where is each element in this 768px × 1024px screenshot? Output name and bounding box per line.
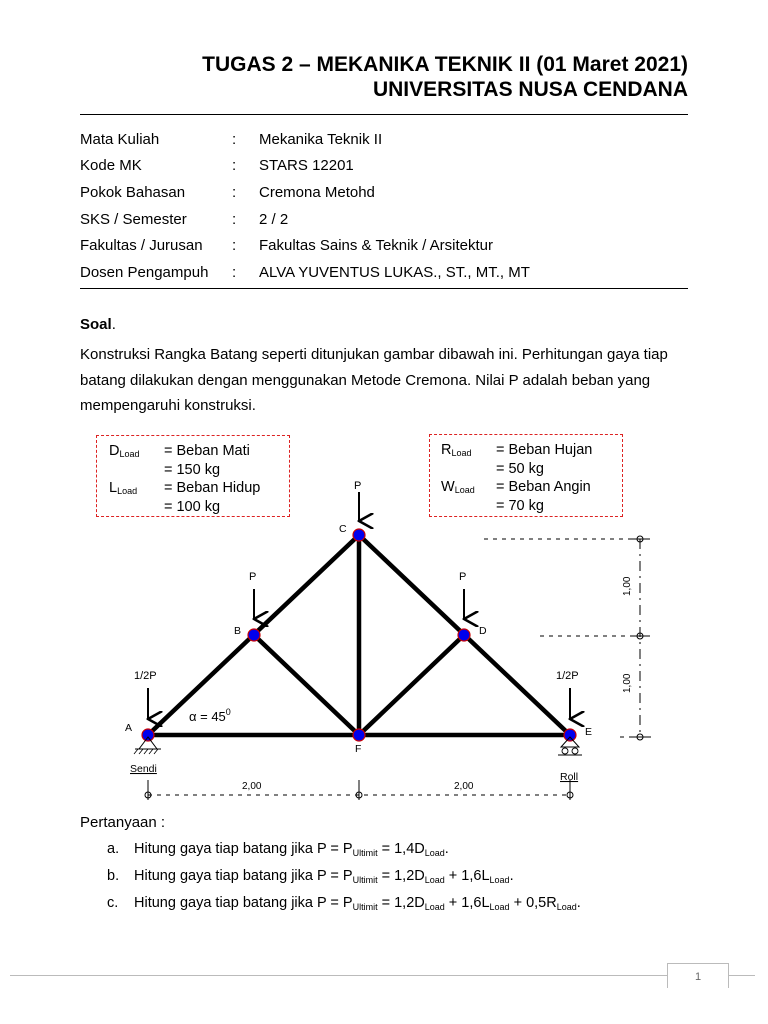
header-rule-bottom [80, 288, 688, 289]
load-legend-right [429, 434, 623, 517]
question-number: b. [107, 868, 120, 884]
load-label-a: 1/2P [134, 670, 157, 682]
info-colon: : [232, 183, 237, 201]
load-label-c: P [354, 480, 362, 492]
dead-load-symbol: D [109, 443, 120, 459]
info-value: STARS 12201 [259, 157, 354, 175]
info-value: Mekanika Teknik II [259, 130, 383, 148]
live-load-sub: Load [117, 486, 138, 496]
load-label-b: P [249, 571, 257, 583]
angle-label [189, 707, 231, 724]
node-a [142, 729, 154, 741]
rain-load-sub: Load [451, 448, 472, 458]
label-a: A [125, 722, 133, 734]
live-load-label: = Beban Hidup [164, 480, 261, 496]
question-text: Hitung gaya tiap batang jika $P = P_{Ultimit} = 1,2D_{Load} + 1,6L_{Load} + 0,5R_{Load}$. [134, 895, 581, 912]
info-row [80, 259, 688, 286]
questions-heading: Pertanyaan : [80, 814, 166, 831]
university-name: UNIVERSITAS NUSA CENDANA [372, 78, 688, 101]
question-item [107, 895, 581, 911]
info-row [80, 126, 688, 153]
node-e [564, 729, 576, 741]
info-key: Dosen Pengampuh [80, 263, 209, 281]
info-colon: : [232, 157, 237, 175]
label-e: E [585, 726, 593, 738]
load-legend-left [96, 435, 290, 517]
support-right-label: Roll [560, 771, 579, 783]
dim-upper-label: 1,00 [622, 576, 633, 596]
question-item [107, 841, 449, 857]
dead-load-sub: Load [119, 449, 140, 459]
info-colon: : [232, 237, 237, 255]
info-colon: : [232, 210, 237, 228]
live-load-symbol: L [109, 480, 118, 496]
info-row [80, 206, 688, 233]
node-f [353, 729, 365, 741]
member-b-f [254, 635, 359, 735]
course-info-table [80, 126, 688, 286]
question-number: a. [107, 841, 120, 857]
wind-load-sub: Load [454, 485, 475, 495]
info-value: Cremona Metohd [259, 183, 375, 201]
info-key: SKS / Semester [80, 210, 187, 228]
truss-members [148, 535, 570, 735]
soal-heading-text: Soal [80, 316, 112, 333]
question-number: c. [107, 895, 119, 911]
node-b [248, 629, 260, 641]
angle-degree: 0 [225, 707, 231, 717]
angle-text: α = 45 [189, 709, 226, 724]
info-key: Pokok Bahasan [80, 183, 186, 201]
info-value: 2 / 2 [259, 210, 289, 228]
page-number: 1 [667, 963, 729, 988]
live-load-value: = 100 kg [164, 499, 221, 515]
support-left-label: Sendi [130, 763, 157, 775]
soal-heading [80, 316, 116, 333]
node-d [458, 629, 470, 641]
info-row [80, 232, 688, 259]
load-label-d: P [459, 571, 467, 583]
info-colon: : [232, 130, 237, 148]
wind-load-label: = Beban Angin [496, 479, 591, 495]
label-b: B [234, 625, 242, 637]
rain-load-symbol: R [441, 442, 452, 458]
info-colon: : [232, 263, 237, 281]
info-row [80, 179, 688, 206]
info-value: ALVA YUVENTUS LUKAS., ST., MT., MT [259, 263, 530, 281]
document-title: TUGAS 2 – MEKANIKA TEKNIK II (01 Maret 2021) [202, 53, 688, 76]
dim-left-label: 2,00 [242, 781, 262, 792]
dim-lower-label: 1,00 [622, 673, 633, 693]
question-item [107, 868, 514, 884]
node-c [353, 529, 365, 541]
question-text: Hitung gaya tiap batang jika $P = P_{Ultimit} = 1,2D_{Load} + 1,6L_{Load}$. [134, 868, 514, 885]
info-key: Mata Kuliah [80, 130, 160, 148]
soal-paragraph: Konstruksi Rangka Batang seperti ditunjukan gambar dibawah ini. Perhitungan gaya tiap batang dilakukan dengan menggunakan Metode Cremona. Nilai P adalah beban yang mempengaruhi konstruksi. [80, 346, 668, 414]
label-d: D [479, 625, 487, 637]
wind-load-symbol: W [441, 479, 455, 495]
dead-load-value: = 150 kg [164, 462, 221, 478]
info-value: Fakultas Sains & Teknik / Arsitektur [259, 237, 493, 255]
load-label-e: 1/2P [556, 670, 579, 682]
dim-right-label: 2,00 [454, 781, 474, 792]
dead-load-label: = Beban Mati [164, 443, 250, 459]
rain-load-value: = 50 kg [496, 461, 544, 477]
wind-load-value: = 70 kg [496, 498, 544, 514]
info-key: Fakultas / Jurusan [80, 237, 203, 255]
label-f: F [355, 743, 362, 755]
header-rule-top [80, 114, 688, 115]
member-d-f [359, 635, 464, 735]
footer-rule [10, 975, 755, 976]
label-c: C [339, 523, 347, 535]
info-row [80, 153, 688, 180]
question-text: Hitung gaya tiap batang jika $P = P_{Ultimit} = 1,4D_{Load}$. [134, 841, 449, 858]
rain-load-label: = Beban Hujan [496, 442, 593, 458]
info-key: Kode MK [80, 157, 142, 175]
dimension-horizontal [145, 780, 573, 800]
soal-heading-punct: . [111, 316, 116, 333]
